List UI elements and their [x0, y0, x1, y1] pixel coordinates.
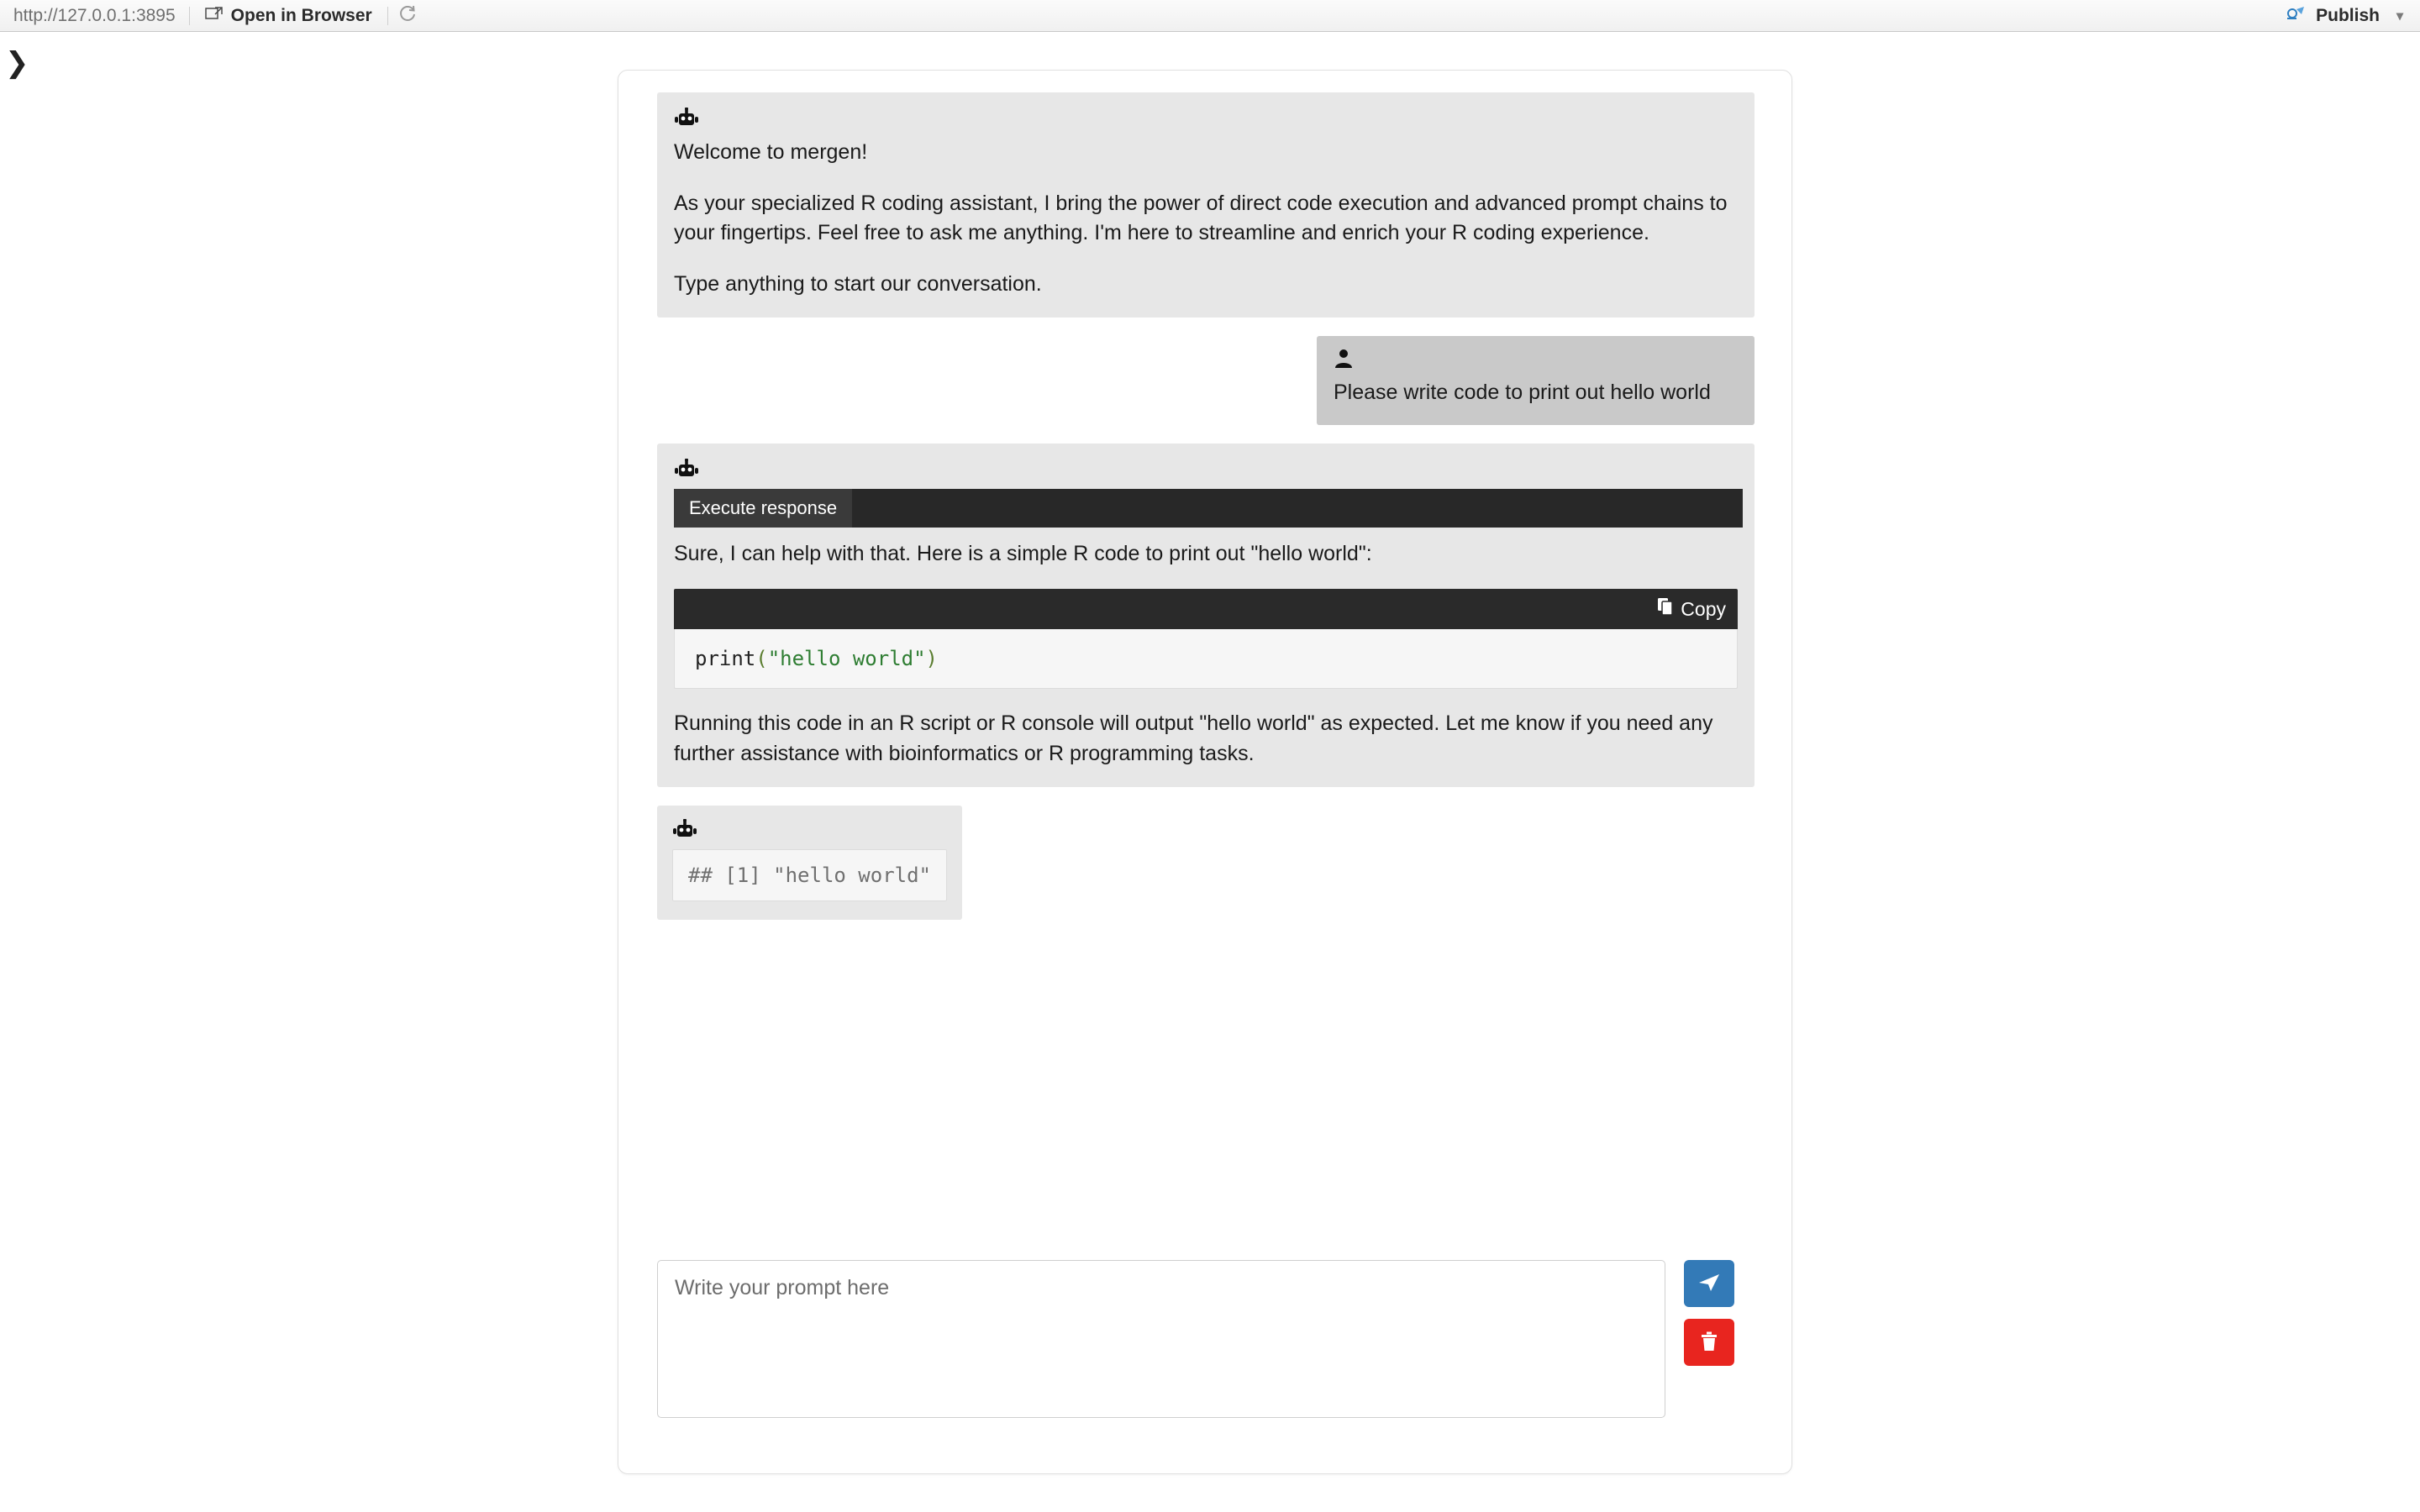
code-content [674, 629, 1738, 689]
assistant-outro-text: Running this code in an R script or R console will output "hello world" as expected. Let me know if you need any further assistance with bioinformatics or R programming tasks. [674, 711, 1713, 765]
viewer-toolbar [0, 0, 2420, 32]
user-message-text: Please write code to print out hello world [1334, 381, 1711, 404]
robot-icon [674, 459, 1738, 480]
welcome-title: Welcome to mergen! [674, 140, 868, 164]
toolbar-divider [387, 7, 388, 25]
welcome-cta: Type anything to start our conversation. [674, 271, 1042, 296]
execute-response-label: Execute response [689, 496, 838, 518]
execute-response-button[interactable] [674, 489, 852, 528]
code-block-header [674, 589, 1738, 629]
publish-icon [2286, 4, 2307, 28]
robot-icon [674, 108, 1738, 129]
publish-label: Publish [2316, 5, 2380, 25]
send-paper-plane-icon [1697, 1272, 1721, 1296]
copy-label: Copy [1681, 597, 1726, 620]
prompt-row [657, 1260, 1734, 1418]
prompt-input[interactable] [657, 1260, 1665, 1418]
execute-response-bar [674, 489, 1743, 528]
trash-icon [1699, 1331, 1719, 1355]
robot-icon [672, 819, 947, 841]
output-message [657, 806, 962, 920]
prompt-actions [1684, 1260, 1734, 1366]
user-icon [1334, 348, 1738, 370]
refresh-icon[interactable] [398, 4, 417, 28]
code-open-paren: ( [755, 647, 768, 670]
code-function: print [695, 647, 756, 670]
external-window-icon [205, 5, 224, 27]
welcome-message [657, 92, 1754, 318]
copy-icon [1657, 596, 1674, 623]
code-block [674, 589, 1738, 689]
gap [657, 425, 1754, 444]
chevron-down-icon[interactable]: ▾ [2396, 8, 2403, 24]
app-card [618, 70, 1792, 1474]
assistant-intro-text: Sure, I can help with that. Here is a simple R code to print out "hello world": [674, 541, 1372, 565]
chat-area [657, 92, 1754, 920]
gap [657, 318, 1754, 336]
welcome-body: As your specialized R coding assistant, I bring the power of direct code execution and advanced prompt chains to your fingertips. Feel free to ask me anything. I'm here to streamline and enrich your R coding experience. [674, 191, 1728, 244]
publish-button[interactable] [2286, 4, 2407, 28]
copy-button[interactable] [1657, 596, 1726, 623]
output-text: ## [1] "hello world" [672, 849, 947, 901]
code-string: "hello world" [767, 647, 926, 670]
clear-button[interactable] [1684, 1319, 1734, 1366]
assistant-message [657, 444, 1754, 788]
sidebar-expand-chevron-right-icon[interactable]: ❯ [5, 46, 29, 80]
address-url: http://127.0.0.1:3895 [13, 7, 190, 25]
send-button[interactable] [1684, 1260, 1734, 1307]
open-in-browser-button[interactable] [190, 5, 387, 27]
code-close-paren: ) [925, 647, 938, 670]
user-message [1317, 336, 1754, 425]
open-in-browser-label: Open in Browser [230, 5, 372, 25]
